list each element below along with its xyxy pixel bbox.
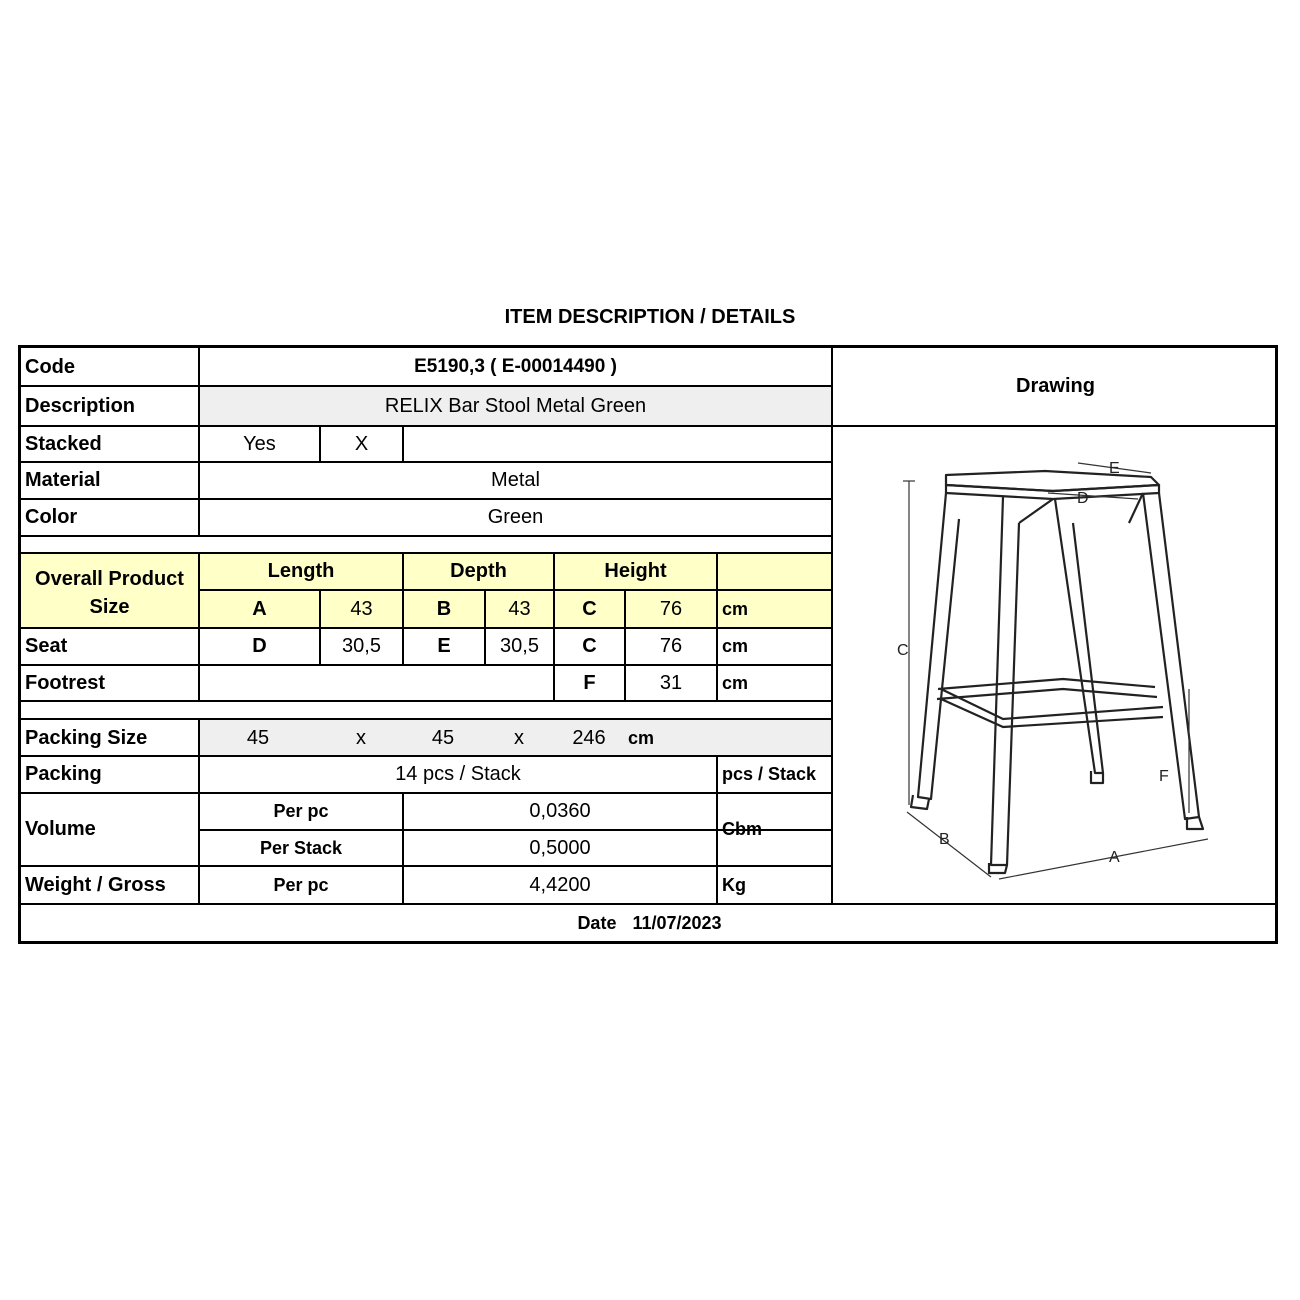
date-row bbox=[21, 905, 1278, 941]
overall-b-value: 43 bbox=[508, 598, 531, 620]
date-value: 11/07/2023 bbox=[632, 912, 722, 933]
footrest-f-letter: F bbox=[583, 671, 596, 694]
stacked-yes: Yes bbox=[243, 433, 276, 455]
weight-value: 4,4200 bbox=[529, 873, 591, 896]
footrest-label: Footrest bbox=[25, 671, 105, 694]
packing-height: 246 bbox=[572, 726, 606, 749]
height-header: Height bbox=[604, 560, 667, 582]
seat-unit: cm bbox=[722, 636, 749, 656]
stacked-label: Stacked bbox=[25, 433, 102, 455]
material-label: Material bbox=[25, 469, 101, 491]
page-title: ITEM DESCRIPTION / DETAILS bbox=[504, 306, 796, 328]
overall-size-label-line1: Overall Product bbox=[35, 568, 184, 590]
overall-a-value: 43 bbox=[350, 598, 373, 620]
weight-per-pc-label: Per pc bbox=[273, 874, 329, 895]
overall-c-value: 76 bbox=[659, 598, 683, 620]
footrest-unit: cm bbox=[722, 672, 749, 693]
seat-d-letter: D bbox=[252, 635, 267, 657]
packing-unit: pcs / Stack bbox=[722, 764, 817, 784]
packing-x1: x bbox=[356, 726, 366, 749]
drawing-label-b: B bbox=[939, 831, 950, 848]
packing-value: 14 pcs / Stack bbox=[395, 763, 521, 785]
date-label: Date bbox=[577, 912, 617, 933]
drawing-label-a: A bbox=[1109, 849, 1120, 866]
seat-c-letter: C bbox=[582, 635, 597, 657]
volume-per-stack-label: Per Stack bbox=[259, 837, 343, 858]
item-details-sheet bbox=[18, 345, 1278, 944]
bar-stool-drawing bbox=[833, 427, 1278, 903]
volume-label: Volume bbox=[25, 818, 96, 840]
drawing-label-e: E bbox=[1109, 460, 1120, 477]
packing-width: 45 bbox=[431, 726, 455, 749]
drawing-header: Drawing bbox=[1016, 375, 1095, 397]
seat-e-value: 30,5 bbox=[500, 635, 539, 657]
length-header: Length bbox=[267, 560, 335, 582]
packing-length: 45 bbox=[246, 726, 270, 749]
stacked-mark: X bbox=[354, 433, 369, 455]
code-value: E5190,3 ( E-00014490 ) bbox=[414, 356, 617, 377]
overall-b-letter: B bbox=[436, 598, 452, 620]
color-label: Color bbox=[25, 506, 78, 528]
volume-per-stack-value: 0,5000 bbox=[529, 836, 591, 859]
volume-unit: Cbm bbox=[722, 819, 762, 839]
overall-unit: cm bbox=[722, 599, 749, 619]
packing-x2: x bbox=[514, 726, 524, 749]
color-value: Green bbox=[487, 506, 544, 528]
volume-per-pc-label: Per pc bbox=[273, 801, 329, 821]
seat-label: Seat bbox=[25, 635, 68, 657]
seat-e-letter: E bbox=[437, 635, 451, 657]
code-label: Code bbox=[25, 355, 75, 378]
footrest-f-value: 31 bbox=[659, 671, 683, 694]
depth-header: Depth bbox=[450, 560, 507, 582]
packing-label: Packing bbox=[25, 763, 102, 785]
volume-per-pc-value: 0,0360 bbox=[529, 800, 591, 822]
drawing-label-f: F bbox=[1159, 768, 1169, 785]
weight-label: Weight / Gross bbox=[25, 873, 166, 896]
weight-unit: Kg bbox=[722, 874, 746, 895]
overall-c-letter: C bbox=[582, 598, 597, 620]
packing-size-unit: cm bbox=[627, 727, 654, 748]
drawing-label-d: D bbox=[1077, 490, 1089, 507]
description-value: RELIX Bar Stool Metal Green bbox=[384, 395, 647, 417]
seat-d-value: 30,5 bbox=[342, 635, 381, 657]
overall-a-letter: A bbox=[252, 598, 267, 620]
drawing-label-c: C bbox=[897, 642, 909, 659]
description-label: Description bbox=[25, 395, 136, 417]
packing-size-label: Packing Size bbox=[25, 726, 148, 749]
material-value: Metal bbox=[491, 469, 540, 491]
seat-c-value: 76 bbox=[659, 635, 683, 657]
overall-size-label bbox=[21, 558, 198, 628]
overall-size-label-line2: Size bbox=[89, 596, 130, 618]
